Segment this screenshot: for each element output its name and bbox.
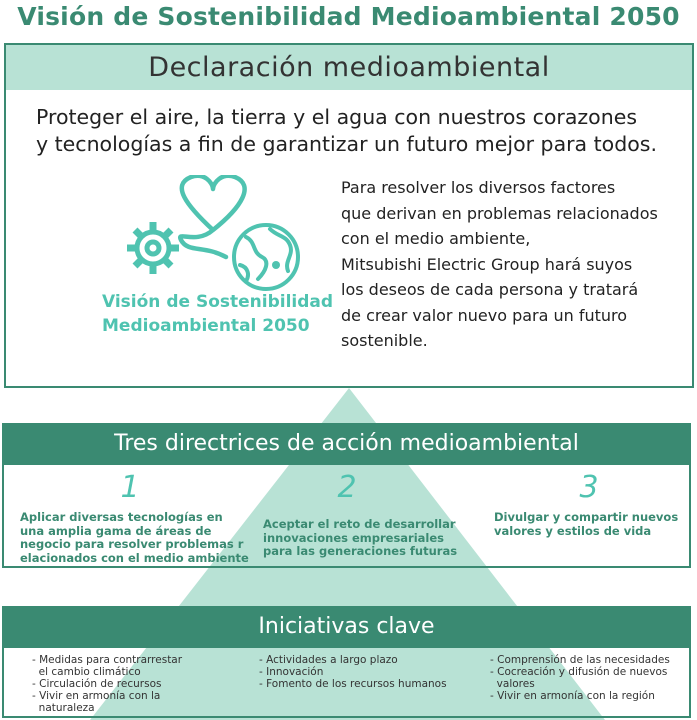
directive-1 bbox=[20, 470, 249, 565]
gear-icon bbox=[127, 222, 179, 274]
sustainability-logo bbox=[96, 175, 336, 375]
directive-2 bbox=[237, 471, 457, 559]
initiatives-header: Iniciativas clave bbox=[2, 606, 691, 648]
directive-number: 3 bbox=[579, 470, 599, 505]
initiatives-column-2 bbox=[259, 654, 447, 690]
initiatives-column-1 bbox=[32, 654, 182, 714]
list-item: - Fomento de los recursos humanos bbox=[259, 678, 447, 690]
directive-3 bbox=[494, 471, 684, 538]
declaration-description: Para resolver los diversos factores que derivan en problemas relacionados con el medio ambiente, Mitsubishi Electric Group hará suyos los deseos de cada persona y tratará de crear valor nuevo para un futuro sostenible. bbox=[341, 178, 658, 350]
directive-text: Aplicar diversas tecnologías en una amplia gama de áreas de negocio para resolver problemas r elacionados con el medio ambiente bbox=[20, 510, 249, 565]
list-item: - Vivir en armonía con la naturaleza bbox=[32, 690, 161, 714]
list-item: - Medidas para contrarrestar el cambio climático bbox=[32, 654, 183, 678]
globe-icon bbox=[234, 225, 298, 289]
list-item: - Actividades a largo plazo bbox=[259, 654, 398, 666]
list-item: - Innovación bbox=[259, 666, 324, 678]
initiatives-column-3 bbox=[490, 654, 670, 702]
directive-text: Divulgar y compartir nuevos valores y estilos de vida bbox=[494, 510, 679, 538]
list-item: - Circulación de recursos bbox=[32, 678, 162, 690]
directives-header: Tres directrices de acción medioambiental bbox=[2, 423, 691, 465]
directive-number: 1 bbox=[120, 470, 140, 505]
directive-text: Aceptar el reto de desarrollar innovaciones empresariales para las generaciones futuras bbox=[263, 517, 458, 558]
logo-caption: Visión de Sostenibilidad Medioambiental 2050 bbox=[102, 292, 334, 336]
declaration-statement: Proteger el aire, la tierra y el agua con nuestros corazones y tecnologías a fin de garantizar un futuro mejor para todos. bbox=[36, 105, 657, 156]
initiatives-box bbox=[2, 648, 691, 718]
declaration-header: Declaración medioambiental bbox=[6, 45, 692, 90]
page-title: Visión de Sostenibilidad Medioambiental 2050 bbox=[17, 2, 680, 31]
directives-box bbox=[2, 465, 691, 568]
list-item: - Cocreación y difusión de nuevos valores bbox=[490, 666, 668, 690]
directive-number: 2 bbox=[337, 470, 357, 505]
list-item: - Comprensión de las necesidades bbox=[490, 654, 670, 666]
list-item: - Vivir en armonía con la región bbox=[490, 690, 655, 702]
declaration-box bbox=[4, 43, 694, 388]
